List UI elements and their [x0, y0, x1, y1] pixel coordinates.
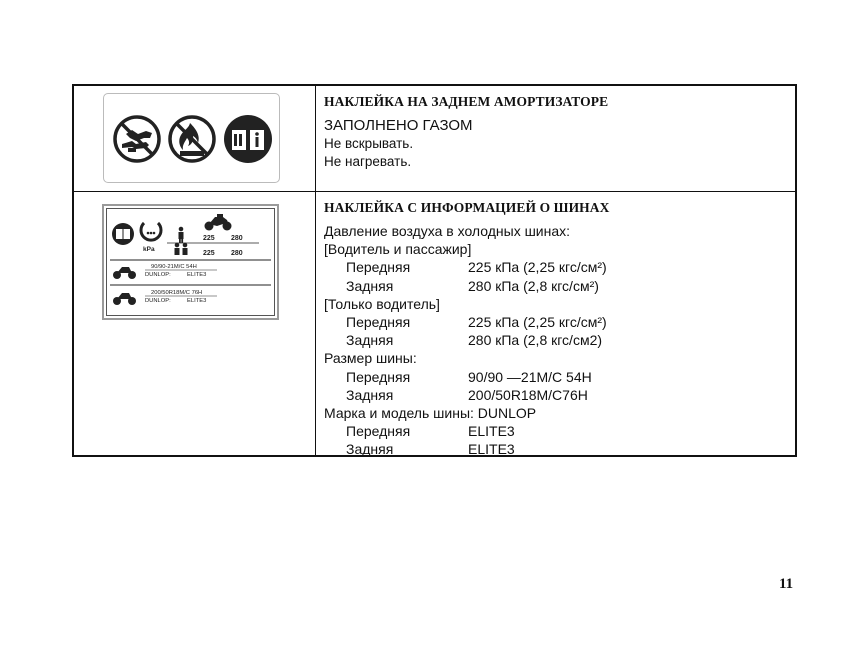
do-not-open-text: Не вскрывать. — [324, 136, 414, 151]
shock-sticker-icons — [104, 94, 279, 182]
tire-info-sticker — [102, 204, 279, 320]
no-heat-icon — [170, 117, 214, 161]
brand-rear-value: ELITE3 — [468, 441, 515, 458]
rider-icon — [179, 227, 184, 243]
duo-front-pressure: 225 — [203, 250, 215, 257]
ro-front-value: 225 кПа (2,25 кгс/см²) — [468, 314, 607, 331]
size-rear-label: Задняя — [346, 386, 394, 403]
tire-sticker-art — [107, 209, 274, 315]
brand-front-label: Передняя — [346, 423, 411, 440]
rp-front-label: Передняя — [346, 259, 411, 276]
size-front-row — [324, 368, 609, 386]
tire-sticker-heading: НАКЛЕЙКА С ИНФОРМАЦИЕЙ О ШИНАХ — [324, 200, 610, 215]
rp-front-row — [324, 258, 609, 276]
rp-front-value: 225 кПа (2,25 кгс/см²) — [468, 259, 607, 276]
no-disassemble-icon — [115, 117, 159, 161]
front-tire-size: 90/90-21M/C 54H — [151, 264, 197, 270]
read-manual-icon — [224, 115, 272, 163]
ro-rear-value: 280 кПа (2,8 кгс/см2) — [468, 332, 603, 349]
label-info-table — [72, 84, 797, 457]
rear-tire-size: 200/50R18M/C 76H — [151, 290, 203, 296]
size-rear-row — [324, 386, 609, 404]
brand-front-row — [324, 422, 609, 440]
rear-tire-brand: DUNLOP: — [145, 298, 171, 304]
shock-sticker-heading: НАКЛЕЙКА НА ЗАДНЕМ АМОРТИЗАТОРЕ — [324, 94, 609, 109]
tire-pressure-icon — [141, 223, 161, 240]
size-front-value: 90/90 —21M/C 54H — [468, 368, 592, 385]
duo-rear-pressure: 280 — [231, 250, 243, 257]
motorcycle-icon — [205, 214, 232, 231]
solo-rear-pressure: 280 — [231, 235, 243, 242]
rider-only-heading: [Только водитель] — [324, 295, 440, 312]
brand-model-heading: Марка и модель шины: DUNLOP — [324, 405, 537, 422]
ro-front-row — [324, 313, 609, 331]
ro-front-label: Передняя — [346, 314, 411, 331]
solo-front-pressure: 225 — [203, 235, 215, 242]
page-number: 11 — [779, 576, 794, 592]
shock-absorber-sticker — [103, 93, 280, 183]
cold-pressure-intro: Давление воздуха в холодных шинах: — [324, 223, 571, 239]
rider-passenger-icon — [175, 243, 188, 255]
size-front-label: Передняя — [346, 368, 411, 385]
front-tire-model: ELITE3 — [187, 272, 207, 278]
brand-rear-label: Задняя — [346, 441, 394, 458]
row-divider — [74, 191, 795, 192]
tire-sticker-description — [324, 200, 609, 459]
rear-wheel-icon — [113, 293, 136, 305]
do-not-heat-text: Не нагревать. — [324, 154, 412, 169]
rp-rear-value: 280 кПа (2,8 кгс/см²) — [468, 277, 599, 294]
front-tire-brand: DUNLOP: — [145, 272, 171, 278]
front-wheel-icon — [113, 267, 136, 279]
rp-rear-row — [324, 277, 609, 295]
ro-rear-row — [324, 331, 609, 349]
brand-rear-row — [324, 440, 609, 458]
rear-tire-model: ELITE3 — [187, 298, 207, 304]
ro-rear-label: Задняя — [346, 332, 394, 349]
rider-passenger-heading: [Водитель и пассажир] — [324, 241, 472, 258]
manual-book-icon — [112, 223, 134, 245]
size-rear-value: 200/50R18M/C76H — [468, 386, 588, 403]
brand-front-value: ELITE3 — [468, 423, 515, 440]
gas-filled-warning: ЗАПОЛНЕНО ГАЗОМ — [324, 117, 473, 134]
unit-kpa: kPa — [143, 246, 155, 253]
tire-size-heading: Размер шины: — [324, 350, 417, 367]
rp-rear-label: Задняя — [346, 277, 394, 294]
tire-sticker-frame — [106, 208, 275, 316]
shock-sticker-description — [324, 94, 608, 171]
column-divider — [315, 86, 316, 455]
